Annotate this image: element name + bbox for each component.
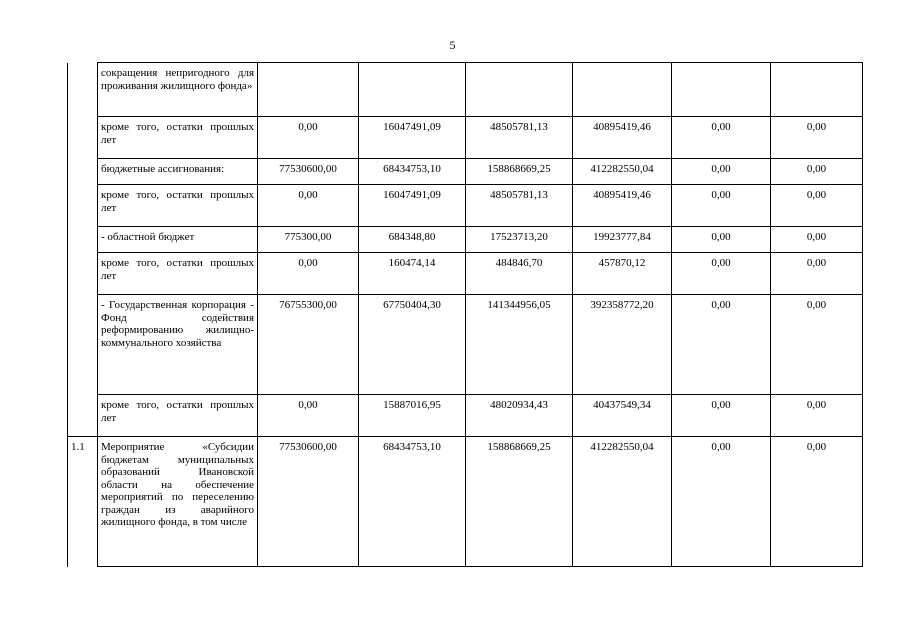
budget-table: [67, 62, 863, 567]
value-cell: 16047491,09: [359, 185, 466, 227]
value-cell: 392358772,20: [573, 295, 672, 395]
value-cell: 0,00: [672, 185, 771, 227]
value-cell: 76755300,00: [258, 295, 359, 395]
value-cell: 0,00: [672, 253, 771, 295]
value-cell: 141344956,05: [466, 295, 573, 395]
row-label-cell: кроме того, остатки прошлых лет: [98, 253, 258, 295]
value-cell: 48020934,43: [466, 395, 573, 437]
row-label-cell: [98, 437, 258, 567]
value-cell: 158868669,25: [466, 159, 573, 185]
row-label-cell: сокращения непригодного для проживания жилищного фонда»: [98, 63, 258, 117]
table-row: [68, 159, 863, 185]
value-cell: 158868669,25: [466, 437, 573, 567]
table-row: [68, 437, 863, 567]
value-cell: [771, 63, 863, 117]
table-row: [68, 227, 863, 253]
value-cell: 0,00: [771, 253, 863, 295]
table-row: [68, 395, 863, 437]
row-label-cell: бюджетные ассигнования:: [98, 159, 258, 185]
table-row: [68, 63, 863, 117]
value-cell: 0,00: [771, 437, 863, 567]
value-cell: 412282550,04: [573, 437, 672, 567]
row-index-cell: [68, 253, 98, 295]
value-cell: 68434753,10: [359, 159, 466, 185]
value-cell: 15887016,95: [359, 395, 466, 437]
value-cell: 19923777,84: [573, 227, 672, 253]
value-cell: 17523713,20: [466, 227, 573, 253]
value-cell: 77530600,00: [258, 159, 359, 185]
page-number: 5: [449, 38, 456, 52]
row-label-text: Мероприятие «Субсидии бюджетам муниципальных образований Ивановской области на обеспечение мероприятий по переселению граждан из аварийного жилищного фонда, в том числе: [101, 441, 254, 528]
value-cell: 0,00: [258, 117, 359, 159]
row-index-cell: [68, 63, 98, 117]
value-cell: 40895419,46: [573, 185, 672, 227]
value-cell: [258, 63, 359, 117]
row-index-cell: [68, 117, 98, 159]
value-cell: [359, 63, 466, 117]
value-cell: 775300,00: [258, 227, 359, 253]
value-cell: 0,00: [672, 117, 771, 159]
value-cell: 0,00: [672, 227, 771, 253]
value-cell: 0,00: [672, 295, 771, 395]
row-label-cell: - Государственная корпорация - Фонд содействия реформированию жилищно-коммунального хозяйства: [98, 295, 258, 395]
value-cell: 0,00: [771, 295, 863, 395]
row-index-cell: [68, 295, 98, 395]
value-cell: 457870,12: [573, 253, 672, 295]
table-row: [68, 117, 863, 159]
value-cell: 0,00: [771, 395, 863, 437]
row-label-cell: - областной бюджет: [98, 227, 258, 253]
row-index-cell: [68, 159, 98, 185]
value-cell: 67750404,30: [359, 295, 466, 395]
value-cell: 0,00: [771, 227, 863, 253]
value-cell: 48505781,13: [466, 117, 573, 159]
value-cell: 77530600,00: [258, 437, 359, 567]
row-label-cell: кроме того, остатки прошлых лет: [98, 185, 258, 227]
value-cell: [573, 63, 672, 117]
value-cell: 48505781,13: [466, 185, 573, 227]
value-cell: 0,00: [771, 159, 863, 185]
value-cell: 0,00: [771, 185, 863, 227]
value-cell: 0,00: [672, 159, 771, 185]
value-cell: 16047491,09: [359, 117, 466, 159]
row-index-cell: [68, 185, 98, 227]
table-row: [68, 295, 863, 395]
row-index-cell: [68, 227, 98, 253]
value-cell: 412282550,04: [573, 159, 672, 185]
value-cell: 0,00: [258, 185, 359, 227]
value-cell: 0,00: [672, 395, 771, 437]
table-row: [68, 253, 863, 295]
value-cell: [466, 63, 573, 117]
value-cell: 40895419,46: [573, 117, 672, 159]
value-cell: 0,00: [672, 437, 771, 567]
value-cell: 68434753,10: [359, 437, 466, 567]
value-cell: 0,00: [258, 253, 359, 295]
value-cell: 484846,70: [466, 253, 573, 295]
row-index-cell: 1.1: [68, 437, 98, 567]
value-cell: 160474,14: [359, 253, 466, 295]
value-cell: 0,00: [258, 395, 359, 437]
row-label-cell: кроме того, остатки прошлых лет: [98, 395, 258, 437]
row-index-cell: [68, 395, 98, 437]
value-cell: 40437549,34: [573, 395, 672, 437]
value-cell: 0,00: [771, 117, 863, 159]
value-cell: 684348,80: [359, 227, 466, 253]
table-row: [68, 185, 863, 227]
value-cell: [672, 63, 771, 117]
row-label-cell: кроме того, остатки прошлых лет: [98, 117, 258, 159]
